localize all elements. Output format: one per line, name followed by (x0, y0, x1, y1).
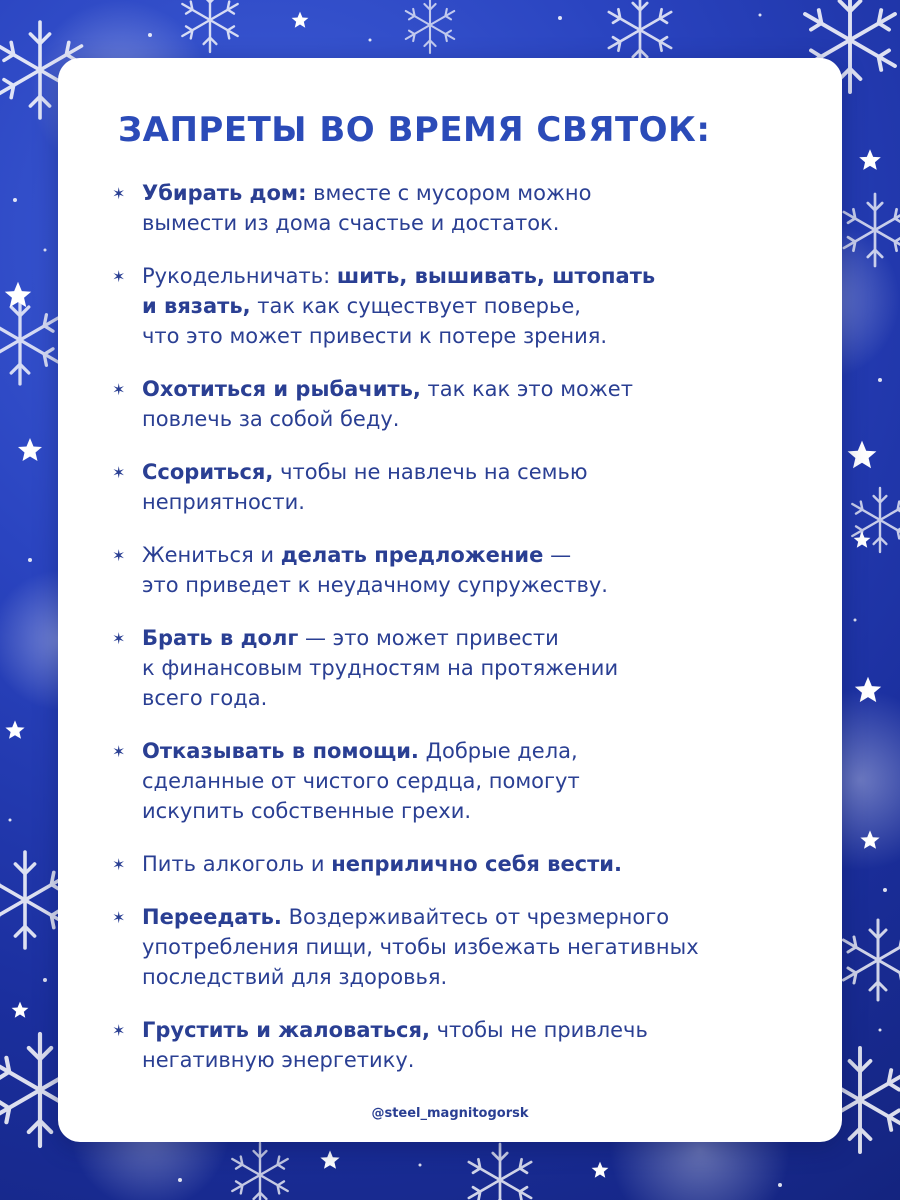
item-text: повлечь за собой беду. (142, 407, 400, 431)
star-bullet-icon: ✶ (112, 184, 126, 203)
item-text: последствий для здоровья. (142, 965, 448, 989)
item-text: Рукодельничать: (142, 264, 337, 288)
star-bullet-icon: ✶ (112, 267, 126, 286)
item-text: Добрые дела, (418, 739, 578, 763)
item-text: это приведет к неудачному супружеству. (142, 573, 608, 597)
star-bullet-icon: ✶ (112, 908, 126, 927)
item-text: неприятности. (142, 490, 305, 514)
item-emphasis: Переедать. (142, 905, 282, 929)
star-bullet-icon: ✶ (112, 380, 126, 399)
star-bullet-icon: ✶ (112, 463, 126, 482)
list-item (110, 540, 810, 600)
item-text: вместе с мусором можно (306, 181, 592, 205)
item-text: чтобы не привлечь (429, 1018, 648, 1042)
item-text: Пить алкоголь и (142, 852, 332, 876)
item-text: сделанные от чистого сердца, помогут (142, 769, 580, 793)
item-text: что это может привести к потере зрения. (142, 324, 608, 348)
item-emphasis: шить, вышивать, штопать (336, 264, 656, 288)
list-item (110, 1015, 810, 1075)
item-text: всего года. (142, 686, 268, 710)
item-text: употребления пищи, чтобы избежать негативных (142, 935, 699, 959)
list-item (110, 374, 810, 434)
item-emphasis: неприлично себя вести. (331, 852, 622, 876)
page-title: ЗАПРЕТЫ ВО ВРЕМЯ СВЯТОК: (118, 110, 711, 150)
item-emphasis: Брать в долг (142, 626, 299, 650)
item-text: так как существует поверье, (250, 294, 581, 318)
item-emphasis: Убирать дом: (142, 181, 307, 205)
item-text: вымести из дома счастье и достаток. (142, 211, 560, 235)
list-item (110, 623, 810, 713)
list-item (110, 849, 810, 879)
star-bullet-icon: ✶ (112, 742, 126, 761)
item-emphasis: Отказывать в помощи. (142, 739, 419, 763)
item-emphasis: Грустить и жаловаться, (142, 1018, 430, 1042)
star-bullet-icon: ✶ (112, 629, 126, 648)
item-emphasis: делать предложение (280, 543, 544, 567)
item-text: Воздерживайтесь от чрезмерного (281, 905, 670, 929)
item-text: к финансовым трудностям на протяжении (142, 656, 619, 680)
item-text: так как это может (420, 377, 633, 401)
item-emphasis: Охотиться и рыбачить, (142, 377, 421, 401)
item-text: негативную энергетику. (142, 1048, 415, 1072)
footer-handle: @steel_magnitogorsk (371, 1106, 529, 1121)
list-item (110, 261, 810, 351)
item-emphasis: и вязать, (142, 294, 251, 318)
item-emphasis: Ссориться, (142, 460, 274, 484)
item-text: Жениться и (142, 543, 281, 567)
star-bullet-icon: ✶ (112, 546, 126, 565)
list-item (110, 902, 810, 992)
item-text: искупить собственные грехи. (142, 799, 472, 823)
prohibitions-list (110, 178, 810, 1098)
item-text: — (543, 543, 572, 567)
content-card (58, 58, 842, 1142)
list-item (110, 457, 810, 517)
list-item (110, 736, 810, 826)
star-bullet-icon: ✶ (112, 1021, 126, 1040)
item-text: — это может привести (298, 626, 559, 650)
star-bullet-icon: ✶ (112, 855, 126, 874)
item-text: чтобы не навлечь на семью (273, 460, 588, 484)
list-item (110, 178, 810, 238)
